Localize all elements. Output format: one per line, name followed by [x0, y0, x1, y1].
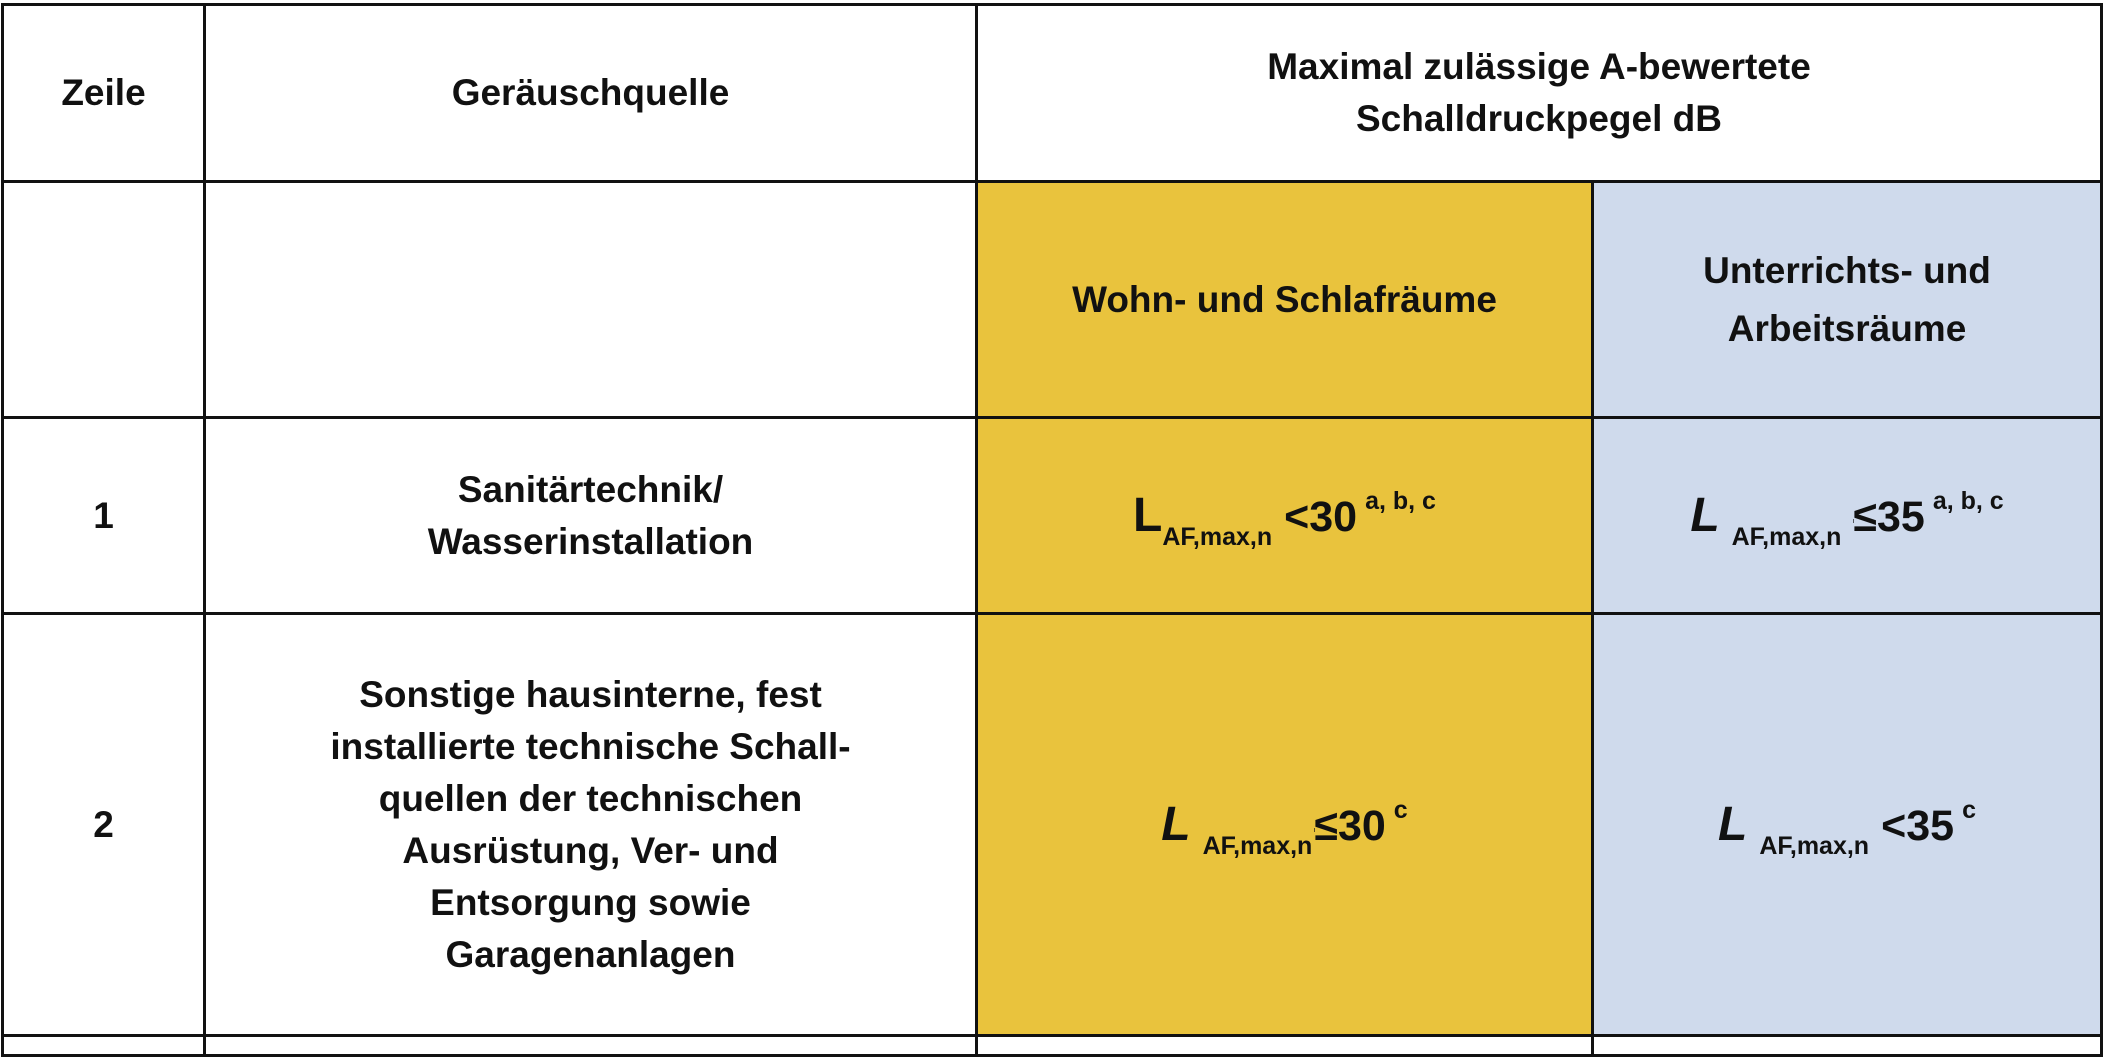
limit-operator: < [1881, 801, 1907, 850]
header-max-level-line1: Maximal zulässige A-bewertete [1267, 46, 1811, 87]
limit-number: 35 [1876, 492, 1925, 541]
subheader-row [3, 182, 2102, 418]
footnote-marks: c [1962, 795, 1976, 824]
limit-operator: ≤ [1314, 801, 1338, 850]
limit-value [1690, 486, 2004, 551]
level-subscript: AF,max,n [1731, 522, 1842, 551]
continuation-cell [205, 1036, 977, 1056]
row-2-source-line: Garagenanlagen [445, 933, 736, 975]
subheader-work-line1: Unterrichts- und [1703, 249, 1991, 291]
limit-value [1133, 486, 1436, 551]
row-1-residential-limit [977, 418, 1593, 614]
level-subscript: AF,max,n [1202, 831, 1313, 860]
header-row [3, 5, 2102, 182]
continuation-cell [3, 1036, 205, 1056]
subheader-work-line2: Arbeitsräume [1727, 307, 1967, 349]
row-2-source-line: Sonstige hausinterne, fest [359, 673, 822, 715]
row-1-source [205, 418, 977, 614]
row-2-source-line: installierte technische Schall- [330, 725, 851, 767]
header-zeile: Zeile [3, 5, 205, 182]
row-2-source-line: Ausrüstung, Ver- und [402, 829, 779, 871]
header-max-level [977, 5, 2102, 182]
limit-value [1718, 795, 1976, 860]
footnote-marks: a, b, c [1365, 486, 1436, 515]
level-subscript: AF,max,n [1759, 831, 1870, 860]
limit-number: 30 [1337, 801, 1386, 850]
header-max-level-line2: Schalldruckpegel dB [1356, 98, 1722, 139]
limit-value [1161, 795, 1408, 860]
subheader-residential: Wohn- und Schlafräume [977, 182, 1593, 418]
level-symbol: L [1161, 797, 1191, 851]
continuation-cell [977, 1036, 1593, 1056]
row-2-source-line: quellen der technischen [378, 777, 803, 819]
limit-operator: < [1284, 492, 1310, 541]
subheader-work [1593, 182, 2102, 418]
limit-operator: ≤ [1853, 492, 1877, 541]
table-row [3, 418, 2102, 614]
row-1-source-line: Wasserinstallation [427, 520, 754, 562]
row-2-residential-limit [977, 614, 1593, 1036]
subheader-source-empty [205, 182, 977, 418]
row-2-source [205, 614, 977, 1036]
footnote-marks: a, b, c [1932, 486, 2004, 515]
limit-number: 35 [1906, 801, 1955, 850]
row-2-zeile: 2 [3, 614, 205, 1036]
footnote-marks: c [1393, 795, 1408, 824]
row-1-source-line: Sanitärtechnik/ [457, 468, 724, 510]
level-subscript: AF,max,n [1162, 522, 1273, 551]
level-symbol: L [1133, 488, 1163, 542]
row-2-source-line: Entsorgung sowie [430, 881, 751, 923]
noise-limits-table [1, 3, 2103, 1057]
level-symbol: L [1690, 488, 1720, 542]
table-row-continuation [3, 1036, 2102, 1056]
header-source: Geräuschquelle [205, 5, 977, 182]
subheader-zeile-empty [3, 182, 205, 418]
level-symbol: L [1718, 797, 1748, 851]
table-row [3, 614, 2102, 1036]
row-1-work-limit [1593, 418, 2102, 614]
continuation-cell [1593, 1036, 2102, 1056]
row-2-work-limit [1593, 614, 2102, 1036]
limit-number: 30 [1309, 492, 1358, 541]
row-1-zeile: 1 [3, 418, 205, 614]
